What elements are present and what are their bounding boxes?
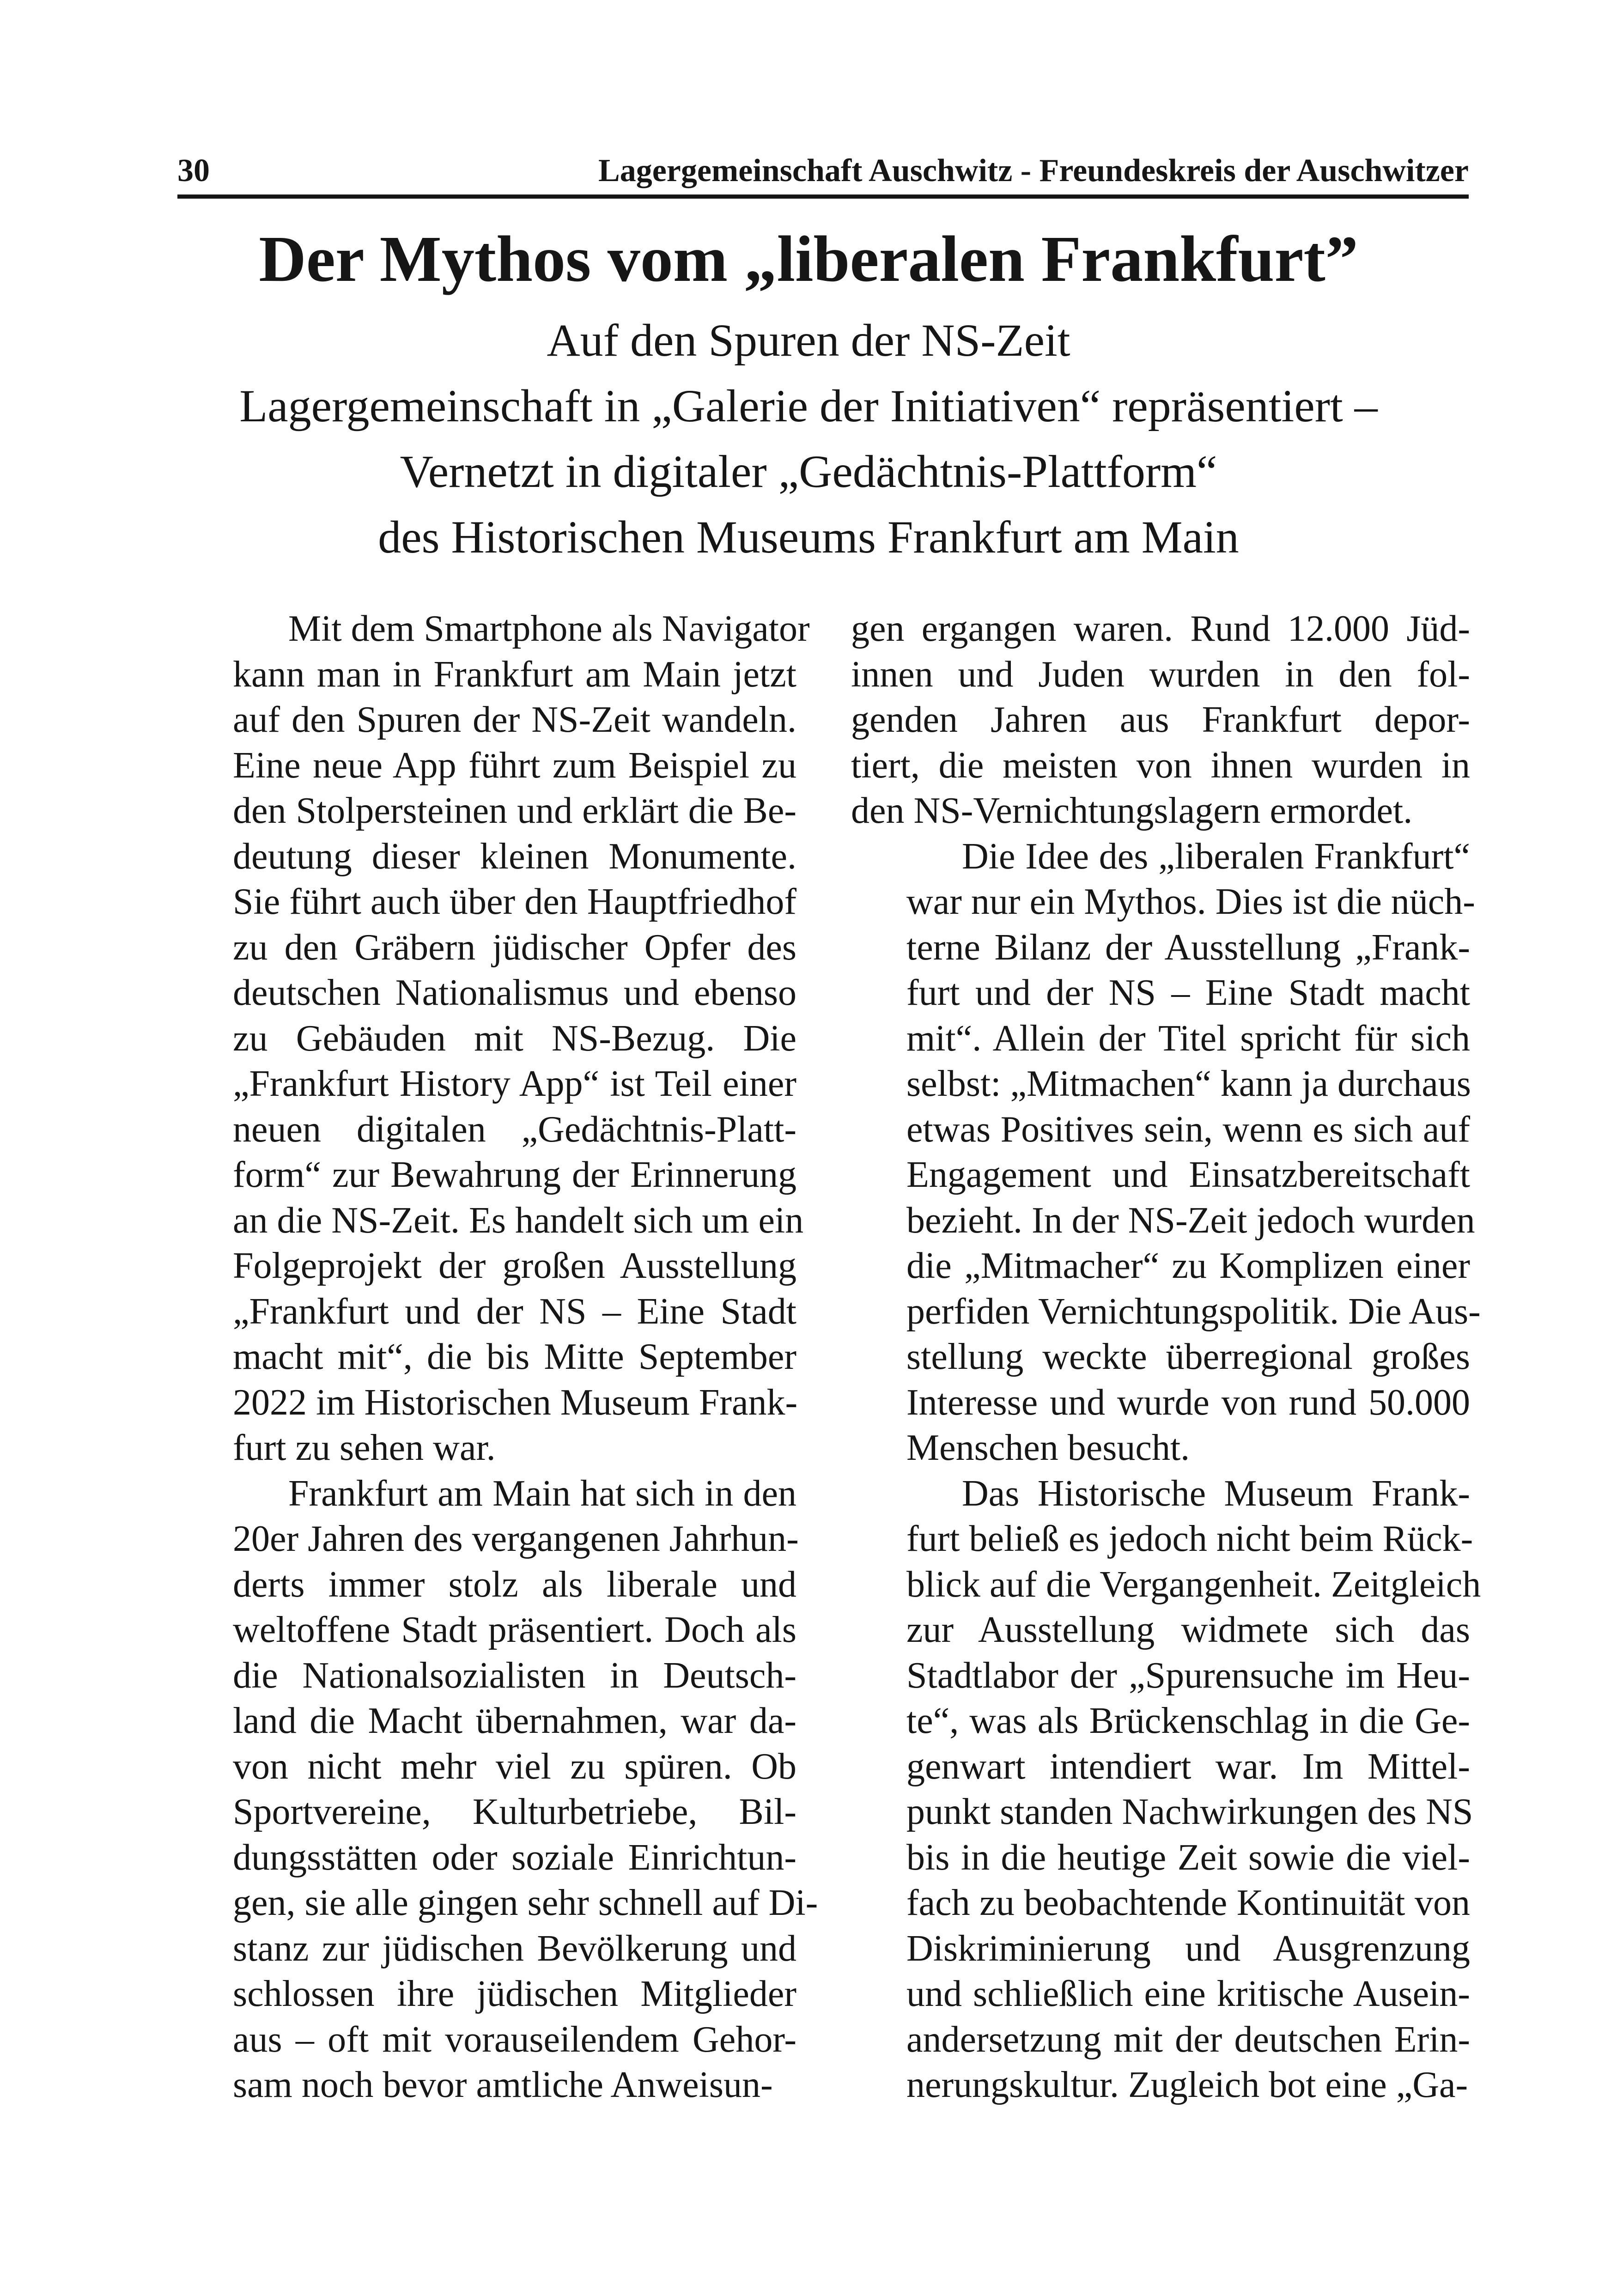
text-line: und schließlich eine kritische Ausein- <box>906 1974 1470 2014</box>
body-column-left <box>177 606 818 2108</box>
paragraph <box>177 1471 818 2108</box>
text-line: derts immer stolz als liberale und <box>233 1564 796 1605</box>
text-line: war nur ein Mythos. Dies ist die nüch- <box>906 881 1475 922</box>
text-line: zu den Gräbern jüdischer Opfer des <box>233 927 796 968</box>
paragraph <box>851 1471 1481 2108</box>
text-line: Diskriminierung und Ausgrenzung <box>906 1928 1470 1969</box>
text-line: dungsstätten oder soziale Einrichtun- <box>233 1837 796 1878</box>
text-line: punkt standen Nachwirkungen des NS <box>906 1792 1473 1832</box>
text-line: genden Jahren aus Frankfurt depor- <box>851 699 1470 740</box>
text-line: Engagement und Einsatzbereitschaft <box>906 1154 1470 1195</box>
subtitle-line: Vernetzt in digitaler „Gedächtnis-Plattform“ <box>400 446 1217 497</box>
subtitle-line: Auf den Spuren der NS-Zeit <box>547 315 1070 366</box>
text-line: land die Macht übernahmen, war da- <box>233 1701 796 1741</box>
text-line: bezieht. In der NS-Zeit jedoch wurden <box>906 1200 1475 1241</box>
text-line: zur Ausstellung widmete sich das <box>906 1610 1470 1650</box>
text-line: genwart intendiert war. Im Mittel- <box>906 1746 1470 1787</box>
text-line: Interesse und wurde von rund 50.000 <box>906 1382 1470 1423</box>
text-line: Mit dem Smartphone als Navigator <box>288 608 810 649</box>
text-line: innen und Juden wurden in den fol- <box>851 654 1470 695</box>
page-number: 30 <box>177 153 210 188</box>
text-line: schlossen ihre jüdischen Mitglieder <box>233 1974 796 2014</box>
text-line: Die Idee des „liberalen Frankfurt“ <box>962 836 1470 877</box>
text-line: furt zu sehen war. <box>233 1427 496 1468</box>
text-line: etwas Positives sein, wenn es sich auf <box>906 1109 1470 1150</box>
text-line: die „Mitmacher“ zu Komplizen einer <box>906 1245 1470 1286</box>
body-column-right <box>851 606 1481 2108</box>
text-line: Sportvereine, Kulturbetriebe, Bil- <box>233 1792 796 1832</box>
text-line: „Frankfurt und der NS – Eine Stadt <box>233 1291 796 1332</box>
text-line: kann man in Frankfurt am Main jetzt <box>233 654 796 695</box>
text-line: form“ zur Bewahrung der Erinnerung <box>233 1154 796 1195</box>
text-line: stellung weckte überregional großes <box>906 1336 1470 1377</box>
text-line: tiert, die meisten von ihnen wurden in <box>851 745 1470 786</box>
text-line: selbst: „Mitmachen“ kann ja durchaus <box>906 1063 1471 1104</box>
subtitle-line: Lagergemeinschaft in „Galerie der Initiativen“ repräsentiert – <box>239 380 1378 431</box>
article-subtitle <box>0 308 1617 570</box>
text-line: an die NS-Zeit. Es handelt sich um ein <box>233 1200 804 1241</box>
text-line: von nicht mehr viel zu spüren. Ob <box>233 1746 796 1787</box>
paragraph <box>851 606 1470 834</box>
subtitle-line: des Historischen Museums Frankfurt am Main <box>378 511 1239 563</box>
text-line: zu Gebäuden mit NS-Bezug. Die <box>233 1018 796 1059</box>
text-line: perfiden Vernichtungspolitik. Die Aus- <box>906 1291 1481 1332</box>
text-line: terne Bilanz der Ausstellung „Frank- <box>906 927 1470 968</box>
paragraph <box>177 606 810 1471</box>
text-line: stanz zur jüdischen Bevölkerung und <box>233 1928 796 1969</box>
text-line: deutschen Nationalismus und ebenso <box>233 972 796 1013</box>
text-line: Das Historische Museum Frank- <box>962 1473 1470 1514</box>
text-line: deutung dieser kleinen Monumente. <box>233 836 796 877</box>
text-line: macht mit“, die bis Mitte September <box>233 1336 796 1377</box>
text-line: „Frankfurt History App“ ist Teil einer <box>233 1063 796 1104</box>
text-line: Frankfurt am Main hat sich in den <box>288 1473 796 1514</box>
text-line: gen ergangen waren. Rund 12.000 Jüd- <box>851 608 1470 649</box>
article-title: Der Mythos vom „liberalen Frankfurt” <box>259 222 1358 295</box>
text-line: Eine neue App führt zum Beispiel zu <box>233 745 796 786</box>
running-header <box>177 152 1469 199</box>
text-line: aus – oft mit vorauseilendem Gehor- <box>233 2019 796 2060</box>
text-line: furt beließ es jedoch nicht beim Rück- <box>906 1519 1473 1559</box>
text-line: neuen digitalen „Gedächtnis-Platt- <box>233 1109 796 1150</box>
text-line: te“, was als Brückenschlag in die Ge- <box>906 1701 1470 1741</box>
text-line: nerungskultur. Zugleich bot eine „Ga- <box>906 2065 1468 2105</box>
text-line: weltoffene Stadt präsentiert. Doch als <box>233 1610 796 1650</box>
text-line: Sie führt auch über den Hauptfriedhof <box>233 881 796 922</box>
text-line: Folgeprojekt der großen Ausstellung <box>233 1245 796 1286</box>
text-line: den NS-Vernichtungslagern ermordet. <box>851 790 1413 831</box>
publication-title: Lagergemeinschaft Auschwitz - Freundeskreis der Auschwitzer <box>598 153 1469 188</box>
text-line: sam noch bevor amtliche Anweisun- <box>233 2065 773 2105</box>
text-line: blick auf die Vergangenheit. Zeitgleich <box>906 1564 1481 1605</box>
text-line: auf den Spuren der NS-Zeit wandeln. <box>233 699 796 740</box>
text-line: furt und der NS – Eine Stadt macht <box>906 972 1470 1013</box>
text-line: andersetzung mit der deutschen Erin- <box>906 2019 1470 2060</box>
text-line: 20er Jahren des vergangenen Jahrhun- <box>233 1519 799 1559</box>
text-line: 2022 im Historischen Museum Frank- <box>233 1382 798 1423</box>
text-line: bis in die heutige Zeit sowie die viel- <box>906 1837 1470 1878</box>
paragraph <box>851 834 1481 1471</box>
text-line: die Nationalsozialisten in Deutsch- <box>233 1655 796 1696</box>
text-line: gen, sie alle gingen sehr schnell auf Di- <box>233 1883 818 1923</box>
text-line: mit“. Allein der Titel spricht für sich <box>906 1018 1470 1059</box>
text-line: Stadtlabor der „Spurensuche im Heu- <box>906 1655 1470 1696</box>
text-line: den Stolpersteinen und erklärt die Be- <box>233 790 796 831</box>
text-line: fach zu beobachtende Kontinuität von <box>906 1883 1470 1923</box>
text-line: Menschen besucht. <box>906 1427 1190 1468</box>
